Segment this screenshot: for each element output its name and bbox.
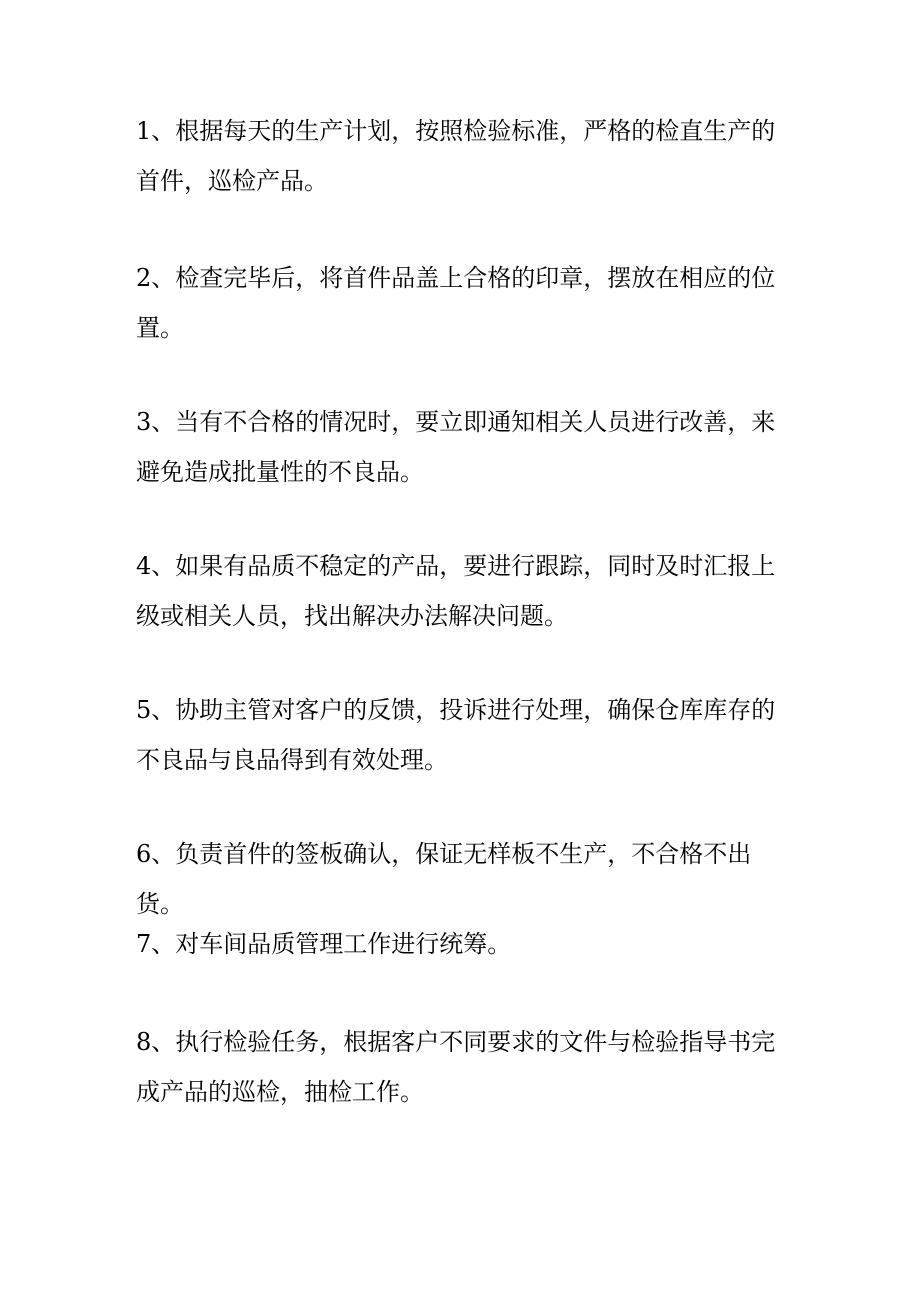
- item-text: 、检查完毕后，将首件品盖上合格的印章，摆放在相应的位置。: [136, 264, 776, 342]
- list-item: [136, 1017, 796, 1117]
- item-number: 3: [136, 408, 152, 436]
- item-text: 、负责首件的签板确认，保证无样板不生产，不合格不出货。: [136, 840, 752, 918]
- list-item: [136, 397, 796, 497]
- list-item: [136, 106, 796, 206]
- item-text: 、执行检验任务，根据客户不同要求的文件与检验指导书完成产品的巡检，抽检工作。: [136, 1028, 776, 1106]
- item-text: 、协助主管对客户的反馈，投诉进行处理，确保仓库库存的不良品与良品得到有效处理。: [136, 696, 776, 774]
- item-number: 5: [136, 696, 152, 724]
- item-text: 、对车间品质管理工作进行统筹。: [151, 930, 512, 958]
- list-item: [136, 685, 796, 785]
- item-number: 1: [136, 117, 152, 145]
- list-item: [136, 253, 796, 353]
- list-item: [136, 541, 796, 641]
- item-number: 7: [136, 930, 152, 958]
- item-text: 、根据每天的生产计划，按照检验标准，严格的检直生产的首件，巡检产品。: [136, 117, 776, 195]
- item-number: 4: [136, 552, 152, 580]
- item-number: 2: [136, 264, 152, 292]
- item-text: 、如果有品质不稳定的产品，要进行跟踪，同时及时汇报上级或相关人员，找出解决办法解决问题。: [136, 552, 776, 630]
- item-number: 8: [136, 1028, 152, 1056]
- item-text: 、当有不合格的情况时，要立即通知相关人员进行改善，来避免造成批量性的不良品。: [136, 408, 776, 486]
- list-item: [136, 829, 796, 929]
- item-number: 6: [136, 840, 152, 868]
- list-item: [136, 919, 796, 969]
